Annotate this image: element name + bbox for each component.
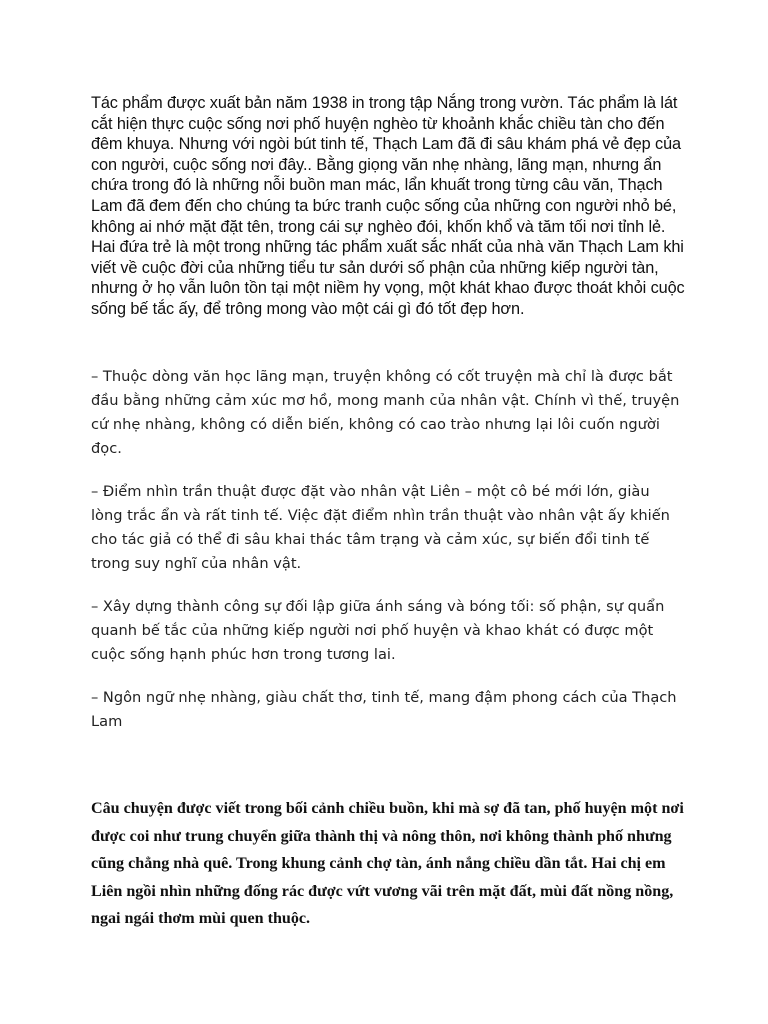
intro-paragraph: Tác phẩm được xuất bản năm 1938 in trong tập Nắng trong vườn. Tác phẩm là lát cắt hiện thực cuộc sống nơi phố huyện nghèo từ khoảnh khắc chiều tàn cho đến đêm khuya. Nhưng với ngòi bút tinh tế, Thạch Lam đã đi sâu khám phá vẻ đẹp của con người, cuộc sống nơi đây.. Bằng giọng văn nhẹ nhàng, lãng mạn, nhưng ẩn chứa trong đó là những nỗi buồn man mác, lẩn khuất trong từng câu văn, Thạch Lam đã đem đến cho chúng ta bức tranh cuộc sống của những con người nhỏ bé, không ai nhớ mặt đặt tên, trong cái sự nghèo đói, khốn khổ và tăm tối nơi tỉnh lẻ. Hai đứa trẻ là một trong những tác phẩm xuất sắc nhất của nhà văn Thạch Lam khi viết về cuộc đời của những tiểu tư sản dưới số phận của những kiếp người tàn, nhưng ở họ vẫn luôn tồn tại một niềm hy vọng, một khát khao được thoát khỏi cuộc sống bế tắc ấy, để trông mong vào một cái gì đó tốt đẹp hơn. — [91, 94, 685, 318]
closing-paragraph: Câu chuyện được viết trong bối cảnh chiều buồn, khi mà sợ đã tan, phố huyện một nơi được coi như trung chuyển giữa thành thị và nông thôn, nơi không thành phố nhưng cũng chẳng nhà quê. Trong khung cảnh chợ tàn, ánh nắng chiều dần tắt. Hai chị em Liên ngồi nhìn những đống rác được vứt vương vãi trên mặt đất, mùi đất nồng nồng, ngai ngái thơm mùi quen thuộc. — [91, 800, 684, 928]
analysis-points — [91, 365, 681, 753]
intro-section — [91, 93, 691, 320]
point-paragraph: – Điểm nhìn trần thuật được đặt vào nhân vật Liên – một cô bé mới lớn, giàu lòng trắc ẩn và rất tinh tế. Việc đặt điểm nhìn trần thuật vào nhân vật ấy khiến cho tác giả có thể đi sâu khai thác tâm trạng và cảm xúc, sự biến đổi tinh tế trong suy nghĩ của nhân vật. — [91, 483, 670, 572]
point-paragraph: – Xây dựng thành công sự đối lập giữa ánh sáng và bóng tối: số phận, sự quẩn quanh bế tắc của những kiếp người nơi phố huyện và khao khát có được một cuộc sống hạnh phúc hơn trong tương lai. — [91, 598, 665, 663]
closing-section — [91, 795, 691, 933]
point-paragraph: – Ngôn ngữ nhẹ nhàng, giàu chất thơ, tinh tế, mang đậm phong cách của Thạch Lam — [91, 689, 677, 730]
point-paragraph: – Thuộc dòng văn học lãng mạn, truyện không có cốt truyện mà chỉ là được bắt đầu bằng những cảm xúc mơ hồ, mong manh của nhân vật. Chính vì thế, truyện cứ nhẹ nhàng, không có diễn biến, không có cao trào nhưng lại lôi cuốn người đọc. — [91, 368, 680, 457]
